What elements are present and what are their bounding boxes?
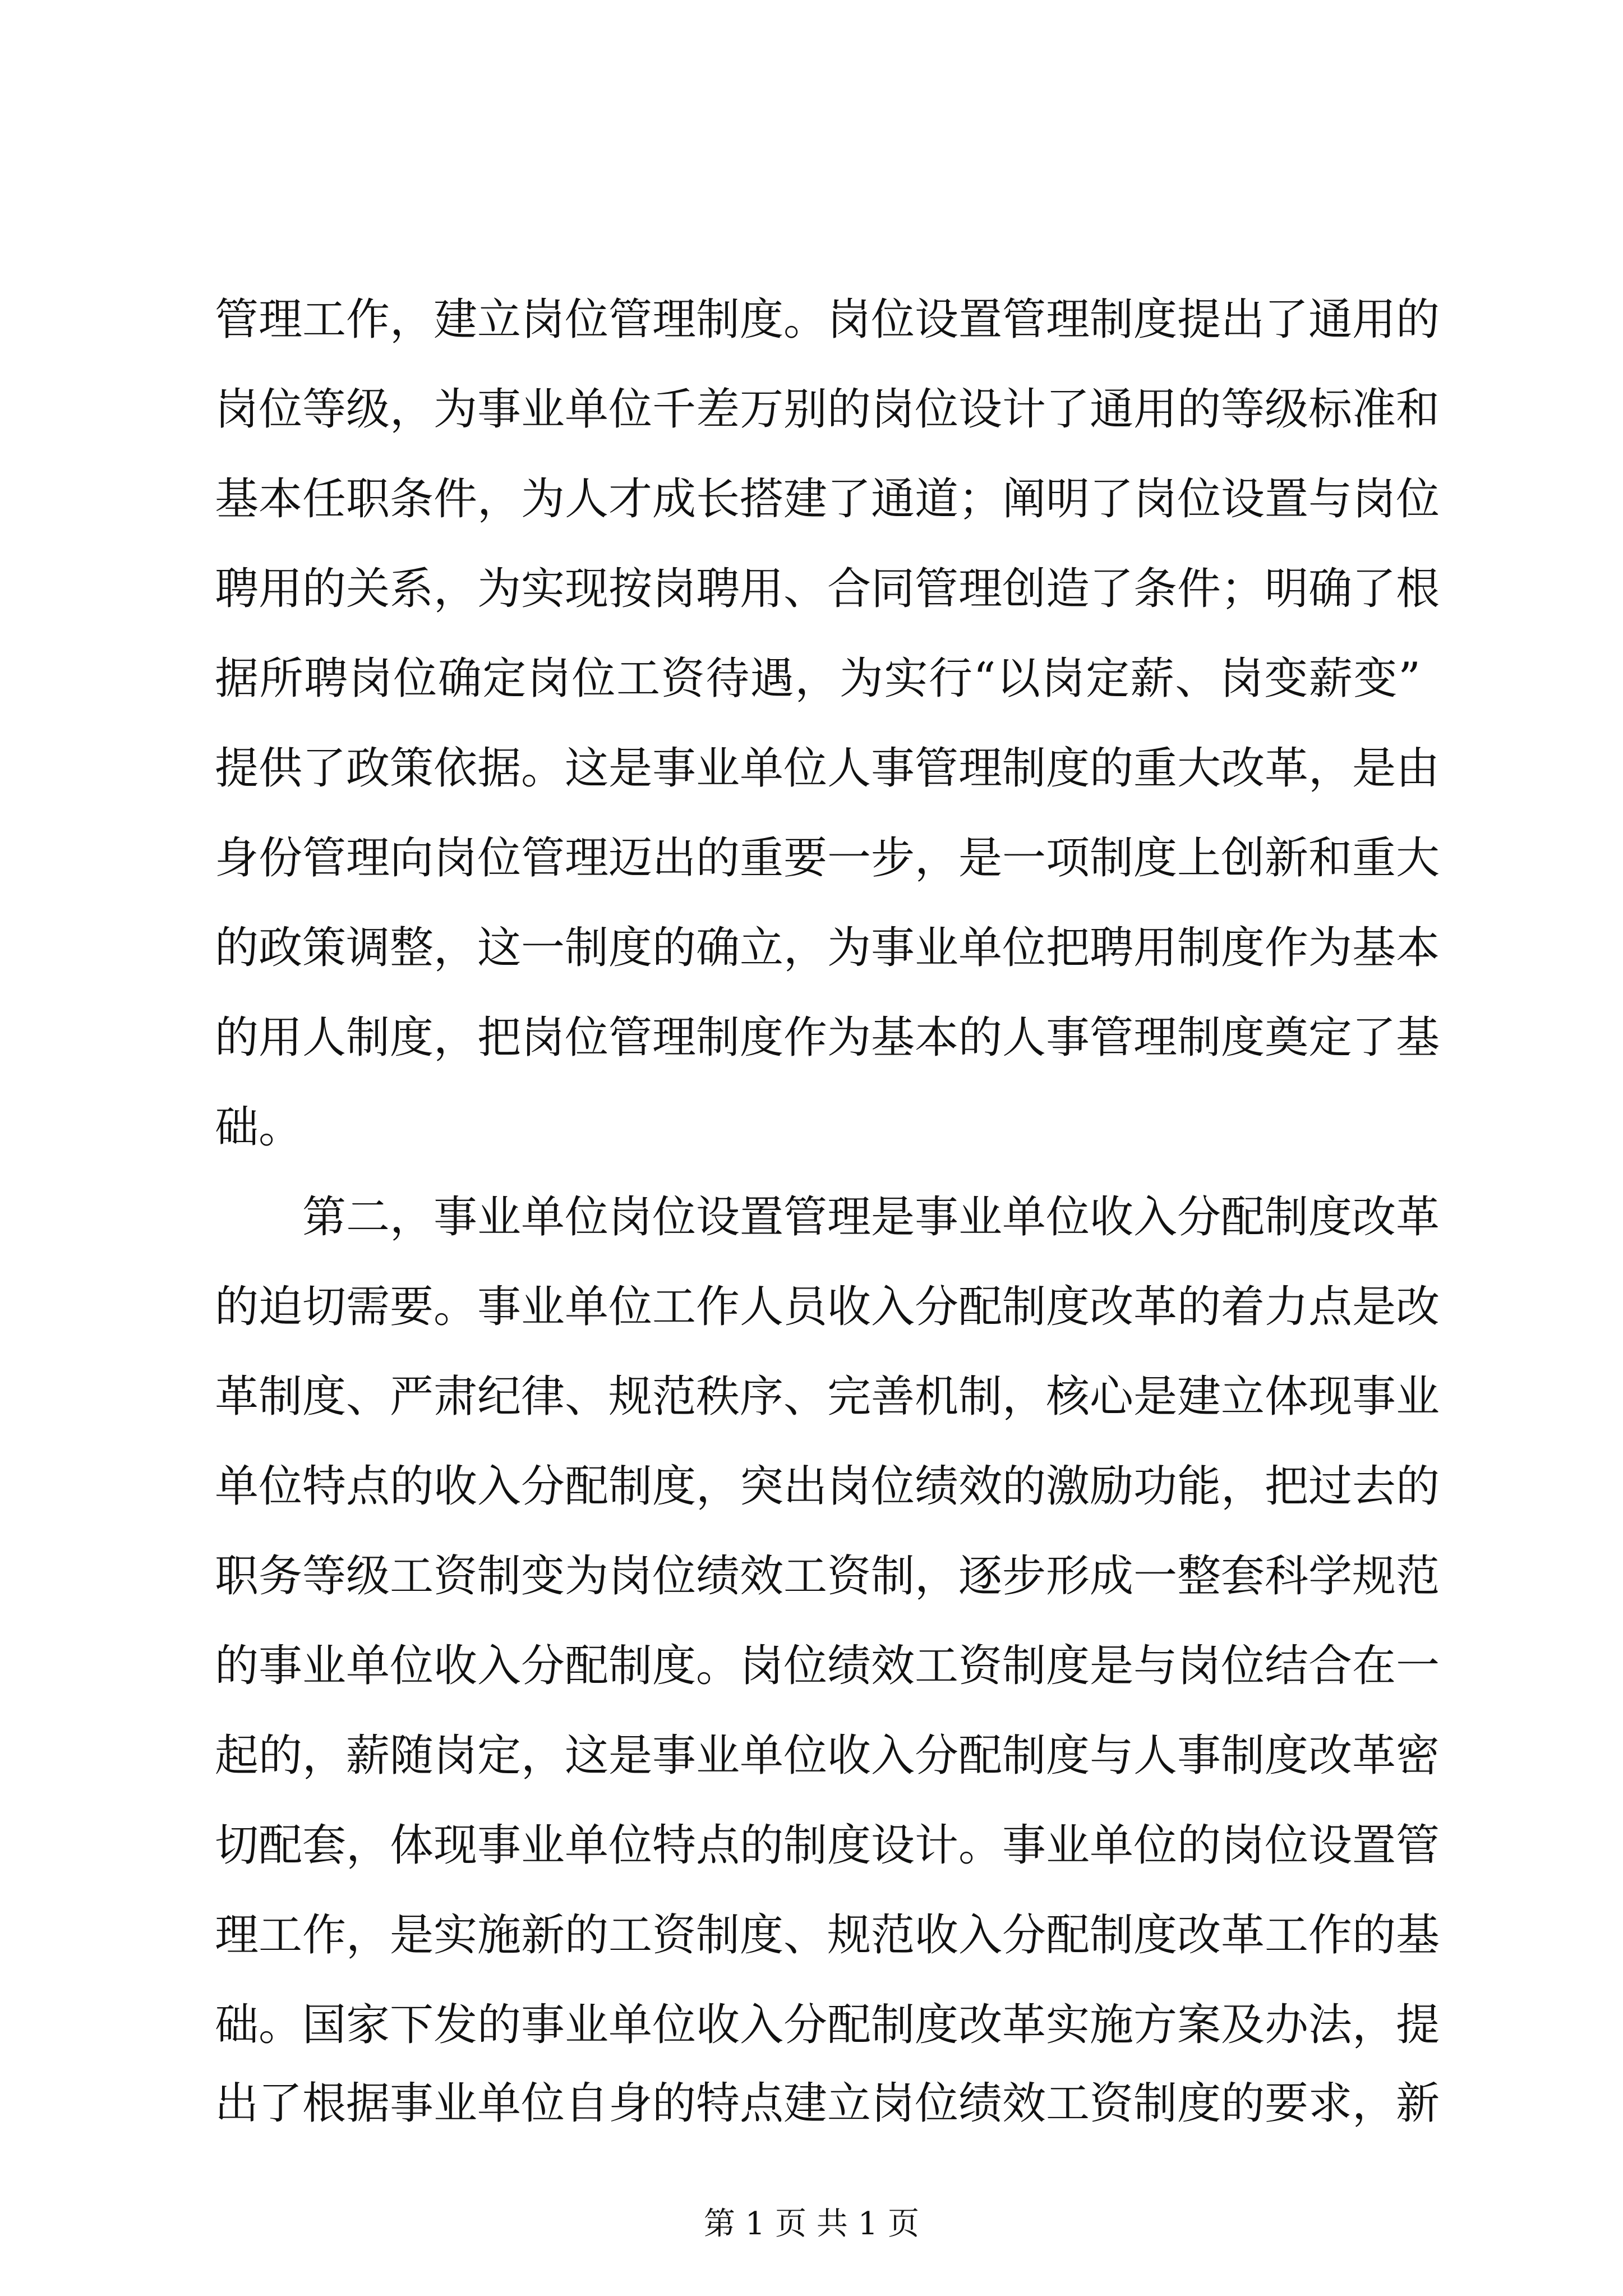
text-line: 的用人制度，把岗位管理制度作为基本的人事管理制度奠定了基 xyxy=(215,1013,1440,1063)
text-line: 切配套，体现事业单位特点的制度设计。事业单位的岗位设置管 xyxy=(215,1820,1440,1871)
text-line: 的事业单位收入分配制度。岗位绩效工资制度是与岗位结合在一 xyxy=(215,1641,1440,1691)
text-line: 岗位等级，为事业单位千差万别的岗位设计了通用的等级标准和 xyxy=(215,384,1440,435)
text-line: 理工作，是实施新的工资制度、规范收入分配制度改革工作的基 xyxy=(215,1910,1440,1961)
text-line: 聘用的关系，为实现按岗聘用、合同管理创造了条件；明确了根 xyxy=(215,564,1440,614)
text-line: 出了根据事业单位自身的特点建立岗位绩效工资制度的要求，新 xyxy=(215,2078,1440,2129)
text-line: 管理工作，建立岗位管理制度。岗位设置管理制度提出了通用的 xyxy=(215,295,1440,345)
text-line: 单位特点的收入分配制度，突出岗位绩效的激励功能，把过去的 xyxy=(215,1461,1440,1512)
text-line: 职务等级工资制变为岗位绩效工资制，逐步形成一整套科学规范 xyxy=(215,1551,1440,1602)
page-footer: 第 1 页 共 1 页 xyxy=(703,2206,920,2242)
text-line: 第二，事业单位岗位设置管理是事业单位收入分配制度改革 xyxy=(215,1192,1440,1243)
text-line: 起的，薪随岗定，这是事业单位收入分配制度与人事制度改革密 xyxy=(215,1731,1440,1781)
text-line: 革制度、严肃纪律、规范秩序、完善机制，核心是建立体现事业 xyxy=(215,1372,1440,1422)
text-line: 提供了政策依据。这是事业单位人事管理制度的重大改革，是由 xyxy=(215,743,1440,794)
text-line: 的政策调整，这一制度的确立，为事业单位把聘用制度作为基本 xyxy=(215,923,1440,973)
text-line: 身份管理向岗位管理迈出的重要一步，是一项制度上创新和重大 xyxy=(215,833,1440,884)
text-line: 础。国家下发的事业单位收入分配制度改革实施方案及办法，提 xyxy=(215,2000,1440,2050)
text-line: 础。 xyxy=(215,1102,303,1153)
text-line: 据所聘岗位确定岗位工资待遇，为实行“以岗定薪、岗变薪变” xyxy=(215,654,1421,704)
text-line: 基本任职条件，为人才成长搭建了通道；阐明了岗位设置与岗位 xyxy=(215,474,1440,524)
text-line: 的迫切需要。事业单位工作人员收入分配制度改革的着力点是改 xyxy=(215,1282,1440,1332)
